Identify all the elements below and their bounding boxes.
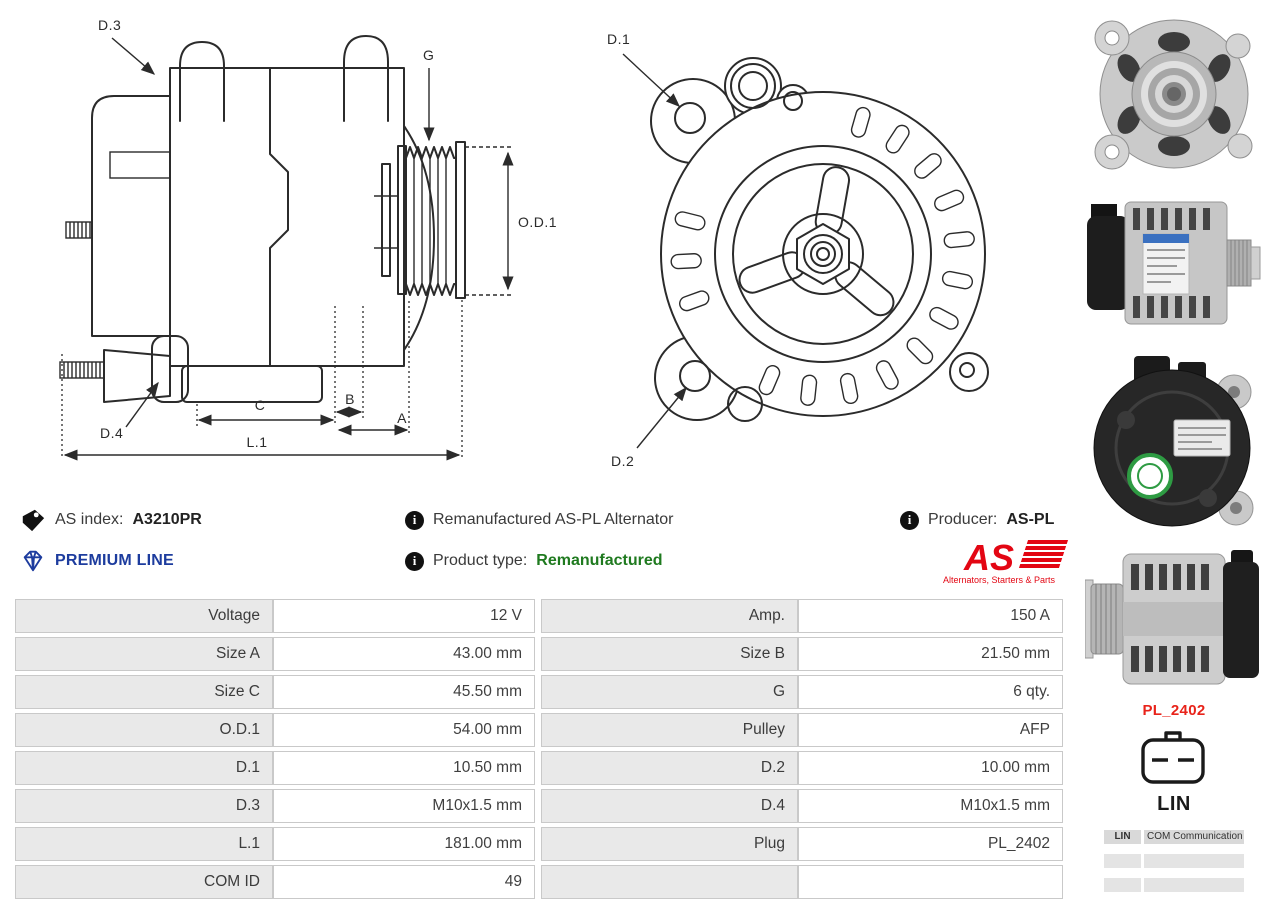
dimension-annotations (62, 17, 557, 458)
spec-value-cell: M10x1.5 mm (798, 789, 1063, 823)
spec-table-left (15, 599, 535, 899)
spec-label-cell: G (541, 675, 798, 709)
dim-label-c: C (254, 397, 266, 413)
spec-label-cell: Size B (541, 637, 798, 671)
product-id-block (20, 505, 202, 576)
dim-label-d2: D.2 (611, 453, 635, 469)
spec-label-cell: COM ID (15, 865, 273, 899)
producer-value: AS-PL (1006, 511, 1055, 528)
spec-label-cell: Pulley (541, 713, 798, 747)
dim-label-l1: L.1 (246, 434, 268, 450)
spec-label-cell (541, 865, 798, 899)
spec-label-cell: D.1 (15, 751, 273, 785)
as-index-value: A3210PR (132, 511, 202, 528)
spec-label-cell: Size C (15, 675, 273, 709)
alternator-side-photo[interactable] (1085, 190, 1262, 340)
spec-value-cell: 6 qty. (798, 675, 1063, 709)
comm-row (1104, 830, 1244, 844)
plug-connector-icon (1138, 728, 1208, 788)
rear-housing (60, 96, 170, 402)
spec-value-cell: 181.00 mm (273, 827, 535, 861)
spec-label-cell: Amp. (541, 599, 798, 633)
info-icon: i (405, 552, 424, 571)
spec-label-cell: D.4 (541, 789, 798, 823)
dim-label-g: G (423, 47, 435, 63)
spec-value-cell: AFP (798, 713, 1063, 747)
product-description: Remanufactured AS-PL Alternator (433, 511, 674, 528)
brand-name: AS (964, 537, 1015, 578)
alternator-front-view-diagram (595, 16, 1015, 481)
info-icon: i (900, 511, 919, 530)
dim-label-od1: O.D.1 (518, 214, 558, 230)
dim-label-d4: D.4 (100, 425, 124, 441)
dim-label-a: A (397, 410, 407, 426)
pulley (374, 142, 465, 298)
spec-value-cell: PL_2402 (798, 827, 1063, 861)
spec-value-cell: 54.00 mm (273, 713, 535, 747)
producer-block (900, 505, 1054, 535)
spec-value-cell: 10.00 mm (798, 751, 1063, 785)
plug-type-label: LIN (1157, 793, 1191, 815)
brand-tagline: Alternators, Starters & Parts (942, 575, 1056, 585)
product-description-block (405, 505, 673, 576)
com-communication-badge (1104, 830, 1244, 902)
info-icon: i (405, 511, 424, 530)
spec-value-cell: 43.00 mm (273, 637, 535, 671)
spec-label-cell: O.D.1 (15, 713, 273, 747)
comm-protocol: LIN (1104, 830, 1141, 844)
plug-code: PL_2402 (1142, 702, 1206, 719)
dim-label-b: B (345, 391, 355, 407)
producer-label: Producer: (928, 511, 998, 528)
dim-label-d3: D.3 (98, 17, 122, 33)
diamond-icon (20, 548, 46, 574)
alternator-rear-photo[interactable] (1088, 350, 1256, 541)
as-pl-brand-logo (928, 534, 1070, 586)
product-type-label: Product type: (433, 552, 528, 569)
premium-line-label: PREMIUM LINE (55, 552, 174, 569)
spec-value-cell: M10x1.5 mm (273, 789, 535, 823)
main-body (152, 36, 434, 402)
spec-label-cell: D.3 (15, 789, 273, 823)
spec-label-cell: L.1 (15, 827, 273, 861)
spec-value-cell: 10.50 mm (273, 751, 535, 785)
dim-label-d1: D.1 (607, 31, 631, 47)
product-type-value: Remanufactured (536, 552, 663, 569)
alternator-side-view-diagram (52, 6, 562, 478)
spec-value-cell: 12 V (273, 599, 535, 633)
spec-label-cell: Voltage (15, 599, 273, 633)
spec-value-cell: 150 A (798, 599, 1063, 633)
spec-table-right (541, 599, 1063, 899)
comm-row-placeholder (1104, 854, 1244, 868)
spec-value-cell: 21.50 mm (798, 637, 1063, 671)
alternator-front-photo[interactable] (1090, 6, 1258, 187)
spec-label-cell: Size A (15, 637, 273, 671)
comm-row-placeholder (1104, 878, 1244, 892)
as-index-label: AS index: (55, 511, 124, 528)
spec-label-cell: Plug (541, 827, 798, 861)
spec-value-cell: 49 (273, 865, 535, 899)
tag-icon (20, 507, 46, 533)
spec-label-cell: D.2 (541, 751, 798, 785)
alternator-pulley-side-photo[interactable] (1085, 548, 1262, 695)
spec-value-cell (798, 865, 1063, 899)
spec-value-cell: 45.50 mm (273, 675, 535, 709)
comm-description: COM Communication (1144, 830, 1244, 844)
